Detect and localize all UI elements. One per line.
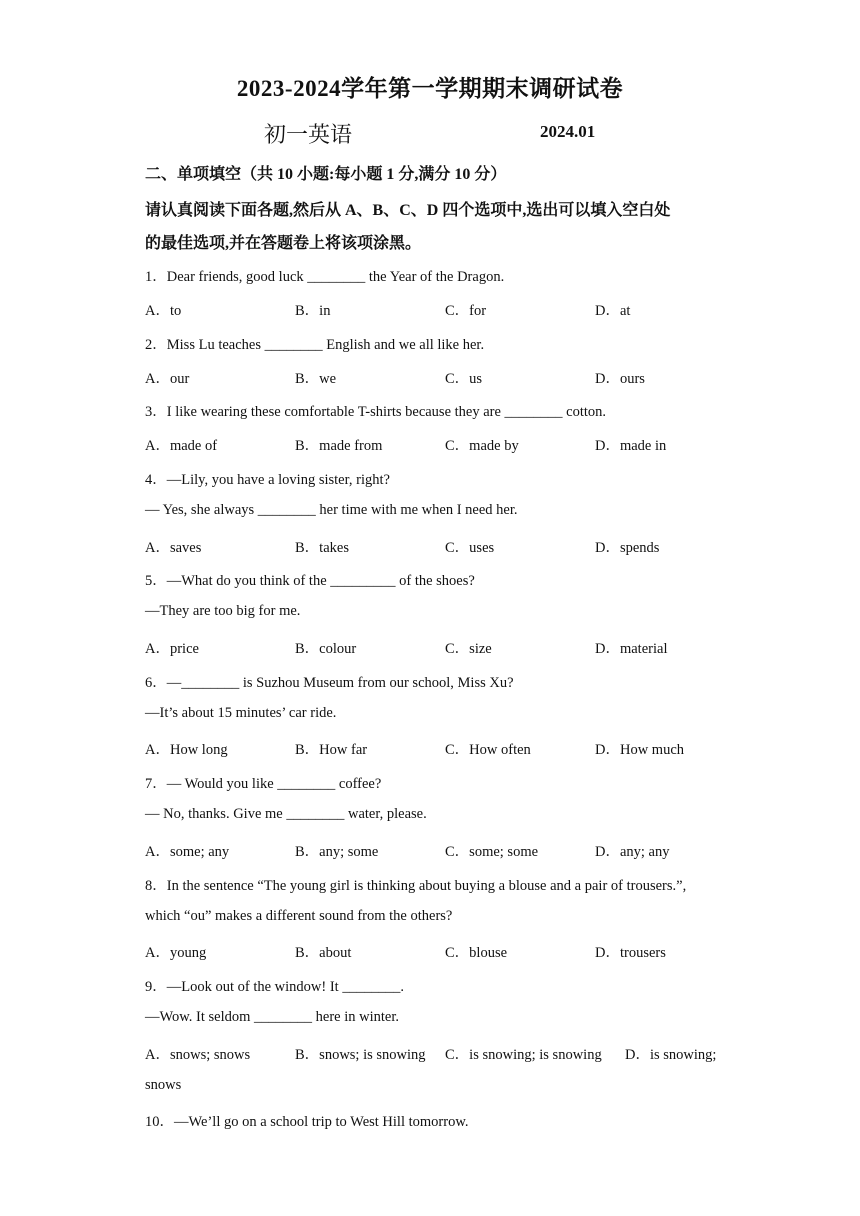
q4-option-d: D．spends (595, 540, 660, 556)
q8-option-d: D．trousers (595, 945, 666, 961)
exam-title: 2023-2024学年第一学期期末调研试卷 (236, 76, 624, 101)
q5-option-a: A．price (145, 641, 199, 657)
q1-option-c: C．for (445, 303, 487, 319)
q4-option-c: C．uses (445, 540, 495, 556)
q5-option-b: B．colour (295, 641, 357, 657)
q2-option-b: B．we (295, 371, 337, 387)
q2-option-d: D．ours (595, 371, 645, 387)
q9-option-d-wrap: snows (145, 1077, 182, 1093)
q2-option-c: C．us (445, 371, 483, 387)
q4-option-b: B．takes (295, 540, 349, 556)
q1-option-a: A．to (145, 303, 182, 319)
q9-option-c: C．is snowing; is snowing (445, 1047, 602, 1063)
section-instruction-line2: 的最佳选项,并在答题卷上将该项涂黑。 (145, 235, 422, 252)
question-6-stem: 6．—________ is Suzhou Museum from our school, Miss Xu? (145, 675, 514, 691)
q6-option-c: C．How often (445, 742, 531, 758)
section-instruction-line1: 请认真阅读下面各题,然后从 A、B、C、D 四个选项中,选出可以填入空白处 (145, 202, 671, 219)
q1-option-b: B．in (295, 303, 331, 319)
question-10-stem: 10．—We’ll go on a school trip to West Hill tomorrow. (145, 1114, 469, 1130)
q2-option-a: A．our (145, 371, 190, 387)
question-1-stem: 1．Dear friends, good luck ________ the Year of the Dragon. (145, 269, 505, 285)
q5-option-d: D．material (595, 641, 668, 657)
question-5-dialogue: —They are too big for me. (145, 603, 301, 619)
question-8-stem-cont: which “ou” makes a different sound from the others? (145, 908, 453, 924)
question-6-dialogue: —It’s about 15 minutes’ car ride. (145, 705, 337, 721)
section-heading: 二、单项填空（共 10 小题:每小题 1 分,满分 10 分） (145, 166, 507, 183)
q8-option-b: B．about (295, 945, 352, 961)
q8-option-a: A．young (145, 945, 207, 961)
question-4-dialogue: — Yes, she always ________ her time with me when I need her. (145, 502, 518, 518)
question-9-dialogue: —Wow. It seldom ________ here in winter. (145, 1009, 400, 1025)
q3-option-b: B．made from (295, 438, 383, 454)
subject-label: 初一英语 (264, 122, 353, 147)
question-7-stem: 7．— Would you like ________ coffee? (145, 776, 382, 792)
q6-option-b: B．How far (295, 742, 368, 758)
q9-option-b: B．snows; is snowing (295, 1047, 426, 1063)
question-2-stem: 2．Miss Lu teaches ________ English and we all like her. (145, 337, 485, 353)
question-5-stem: 5．—What do you think of the _________ of the shoes? (145, 573, 475, 589)
q7-option-b: B．any; some (295, 844, 379, 860)
q3-option-a: A．made of (145, 438, 218, 454)
q9-option-d: D．is snowing; (625, 1047, 717, 1063)
question-7-dialogue: — No, thanks. Give me ________ water, please. (145, 806, 427, 822)
q7-option-a: A．some; any (145, 844, 230, 860)
q4-option-a: A．saves (145, 540, 202, 556)
question-4-stem: 4．—Lily, you have a loving sister, right? (145, 472, 390, 488)
question-3-stem: 3．I like wearing these comfortable T-shirts because they are ________ cotton. (145, 404, 607, 420)
exam-date: 2024.01 (540, 122, 596, 141)
question-8-stem: 8．In the sentence “The young girl is thinking about buying a blouse and a pair of trousers.”, (145, 878, 687, 894)
q5-option-c: C．size (445, 641, 492, 657)
q7-option-d: D．any; any (595, 844, 670, 860)
q3-option-c: C．made by (445, 438, 519, 454)
question-9-stem: 9．—Look out of the window! It ________. (145, 979, 404, 995)
q7-option-c: C．some; some (445, 844, 539, 860)
q3-option-d: D．made in (595, 438, 667, 454)
q6-option-d: D．How much (595, 742, 685, 758)
q6-option-a: A．How long (145, 742, 228, 758)
q1-option-d: D．at (595, 303, 631, 319)
q9-option-a: A．snows; snows (145, 1047, 251, 1063)
q8-option-c: C．blouse (445, 945, 508, 961)
